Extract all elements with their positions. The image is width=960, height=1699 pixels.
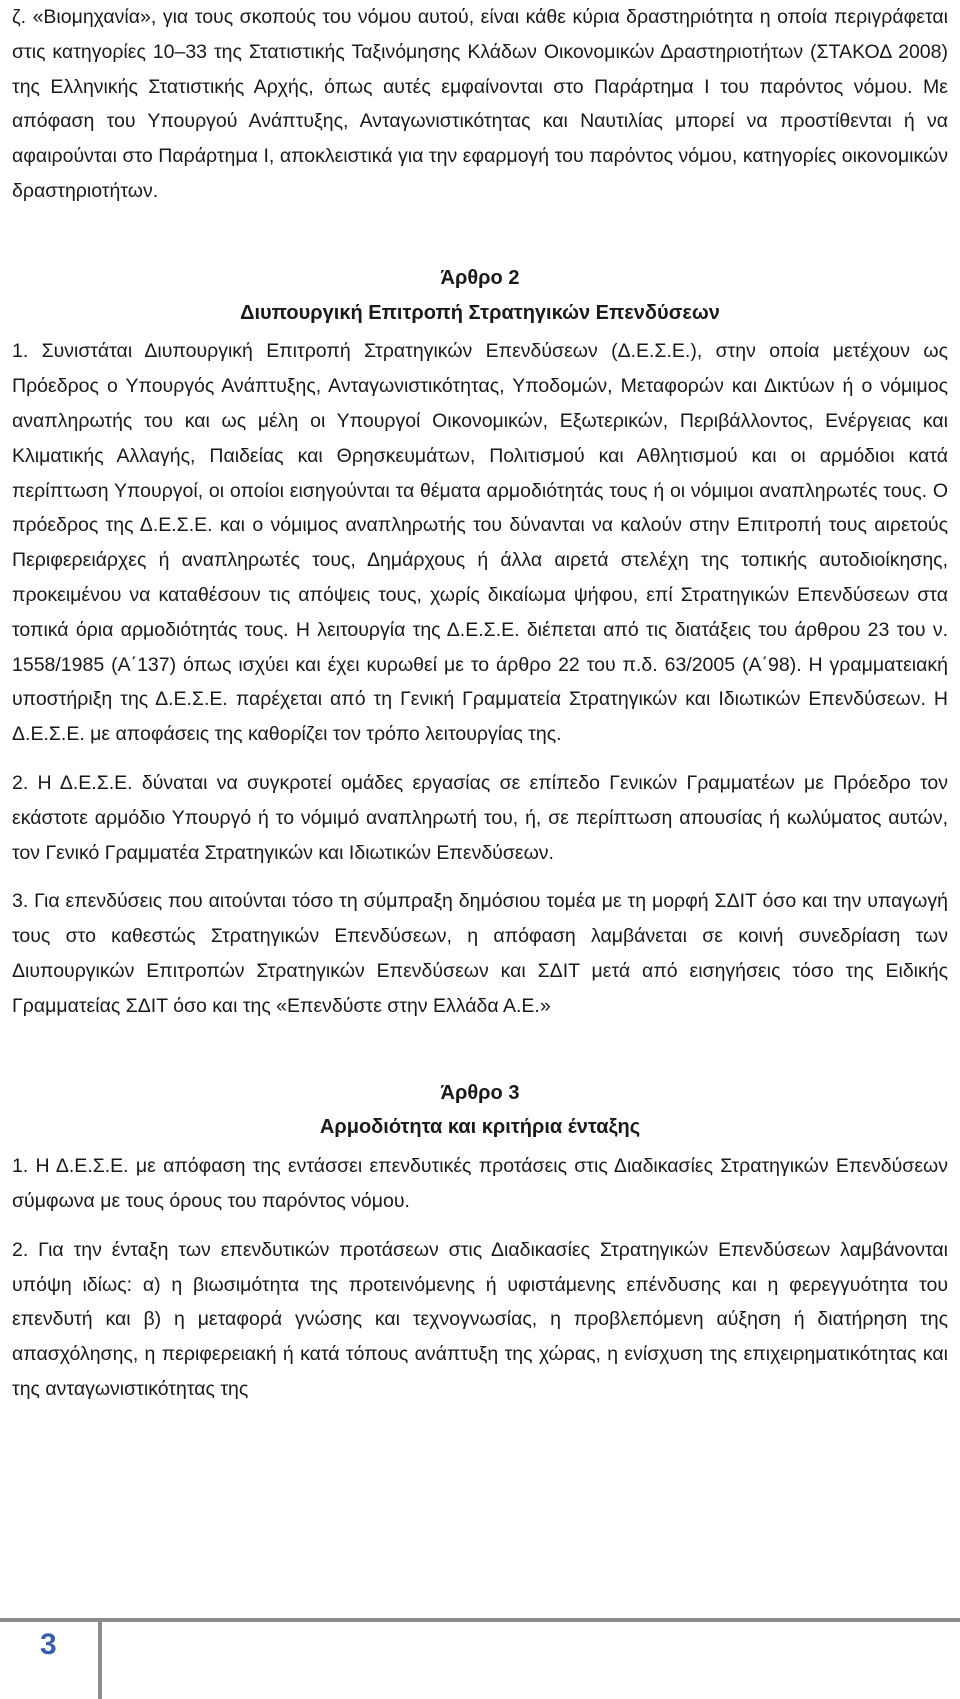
spacer: [12, 870, 948, 884]
article-2-paragraph-1: 1. Συνιστάται Διυπουργική Επιτροπή Στρατηγικών Επενδύσεων (Δ.Ε.Σ.Ε.), στην οποία μετέχουν ως Πρόεδρος ο Υπουργός Ανάπτυξης, Ανταγωνιστικότητας, Υποδομών, Μεταφορών και Δικτύων ή ο νόμιμος αναπληρωτής του και ως μέλη οι Υπουργοί Οικονομικών, Εξωτερικών, Περιβάλλοντος, Ενέργειας και Κλιματικής Αλλαγής, Παιδείας και Θρησκευμάτων, Πολιτισμού και Αθλητισμού και οι αρμόδιοι κατά περίπτωση Υπουργοί, οι οποίοι εισηγούνται τα θέματα αρμοδιότητάς τους ή οι νόμιμοι αναπληρωτές τους. Ο πρόεδρος της Δ.Ε.Σ.Ε. και ο νόμιμος αναπληρωτής του δύνανται να καλούν στην Επιτροπή τους αιρετούς Περιφερειάρχες ή αναπληρωτές τους, Δημάρχους ή άλλα αιρετά στελέχη της τοπικής αυτοδιοίκησης, προκειμένου να καταθέσουν τις απόψεις τους, χωρίς δικαίωμα ψήφου, επί Στρατηγικών Επενδύσεων στα τοπικά όρια αρμοδιότητάς τους. Η λειτουργία της Δ.Ε.Σ.Ε. διέπεται από τις διατάξεις του άρθρου 23 του ν. 1558/1985 (Α΄137) όπως ισχύει και έχει κυρωθεί με το άρθρο 22 του π.δ. 63/2005 (Α΄98). Η γραμματειακή υποστήριξη της Δ.Ε.Σ.Ε. παρέχεται από τη Γενική Γραμματεία Στρατηγικών και Ιδιωτικών Επενδύσεων. Η Δ.Ε.Σ.Ε. με αποφάσεις της καθορίζει τον τρόπο λειτουργίας της.: [12, 340, 948, 746]
page-number: 3: [40, 1628, 57, 1661]
spacer: [12, 752, 948, 766]
spacer: [12, 209, 948, 261]
article-3-title: Αρμοδιότητα και κριτήρια ένταξης: [319, 1116, 641, 1139]
article-3-paragraph-2: 2. Για την ένταξη των επενδυτικών προτάσεων στις Διαδικασίες Στρατηγικών Επενδύσεων λαμβάνονται υπόψη ιδίως: α) η βιωσιμότητα της προτεινόμενης ή υφιστάμενης επένδυσης και η φερεγγυότητα του επενδυτή και β) η μεταφορά γνώσης και τεχνογνωσίας, η προβλεπόμενη αύξηση ή διατήρηση της απασχόλησης, η περιφερειακή ή κατά τόπους ανάπτυξη της χώρας, η ενίσχυση της επιχειρηματικότητας και της ανταγωνιστικότητας της: [12, 1238, 948, 1400]
article-2-paragraph-3: 3. Για επενδύσεις που αιτούνται τόσο τη σύμπραξη δημόσιου τομέα με τη μορφή ΣΔΙΤ όσο και την υπαγωγή τους στο καθεστώς Στρατηγικών Επενδύσεων, η απόφαση λαμβάνεται σε κοινή συνεδρίαση των Διυπουργικών Επιτροπών Στρατηγικών Επενδύσεων και ΣΔΙΤ μετά από εισηγήσεις τόσο της Ειδικής Γραμματείας ΣΔΙΤ όσο και της «Επενδύστε στην Ελλάδα Α.Ε.»: [12, 890, 948, 1017]
article-3-number: Άρθρο 3: [440, 1081, 520, 1104]
article-2-number: Άρθρο 2: [440, 266, 520, 289]
article-3-paragraph-1: 1. Η Δ.Ε.Σ.Ε. με απόφαση της εντάσσει επενδυτικές προτάσεις στις Διαδικασίες Στρατηγικών Επενδύσεων σύμφωνα με τους όρους του παρόντος νόμου.: [12, 1155, 948, 1212]
spacer: [12, 1024, 948, 1076]
footer-rule: [0, 1618, 960, 1622]
article-2-paragraph-2: 2. Η Δ.Ε.Σ.Ε. δύναται να συγκροτεί ομάδες εργασίας σε επίπεδο Γενικών Γραμματέων με Πρόεδρο τον εκάστοτε αρμόδιο Υπουργό ή το νόμιμό αναπληρωτή του, ή, σε περίπτωση απουσίας ή κωλύματος αυτών, τον Γενικό Γραμματέα Στρατηγικών και Ιδιωτικών Επενδύσεων.: [12, 771, 948, 864]
paragraph-zeta: ζ. «Βιομηχανία», για τους σκοπούς του νόμου αυτού, είναι κάθε κύρια δραστηριότητα η οποία περιγράφεται στις κατηγορίες 10–33 της Στατιστικής Ταξινόμησης Κλάδων Οικονομικών Δραστηριοτήτων (ΣΤΑΚΟΔ 2008) της Ελληνικής Στατιστικής Αρχής, όπως αυτές εμφαίνονται στο Παράρτημα Ι του παρόντος νόμου. Με απόφαση του Υπουργού Ανάπτυξης, Ανταγωνιστικότητας και Ναυτιλίας μπορεί να προστίθενται ή να αφαιρούνται στο Παράρτημα Ι, αποκλειστικά για την εφαρμογή του παρόντος νόμου, κατηγορίες οικονομικών δραστηριοτήτων.: [12, 6, 948, 202]
article-2-title: Διυπουργική Επιτροπή Στρατηγικών Επενδύσεων: [240, 301, 720, 324]
spacer: [12, 1219, 948, 1233]
document-page: [12, 0, 948, 1407]
